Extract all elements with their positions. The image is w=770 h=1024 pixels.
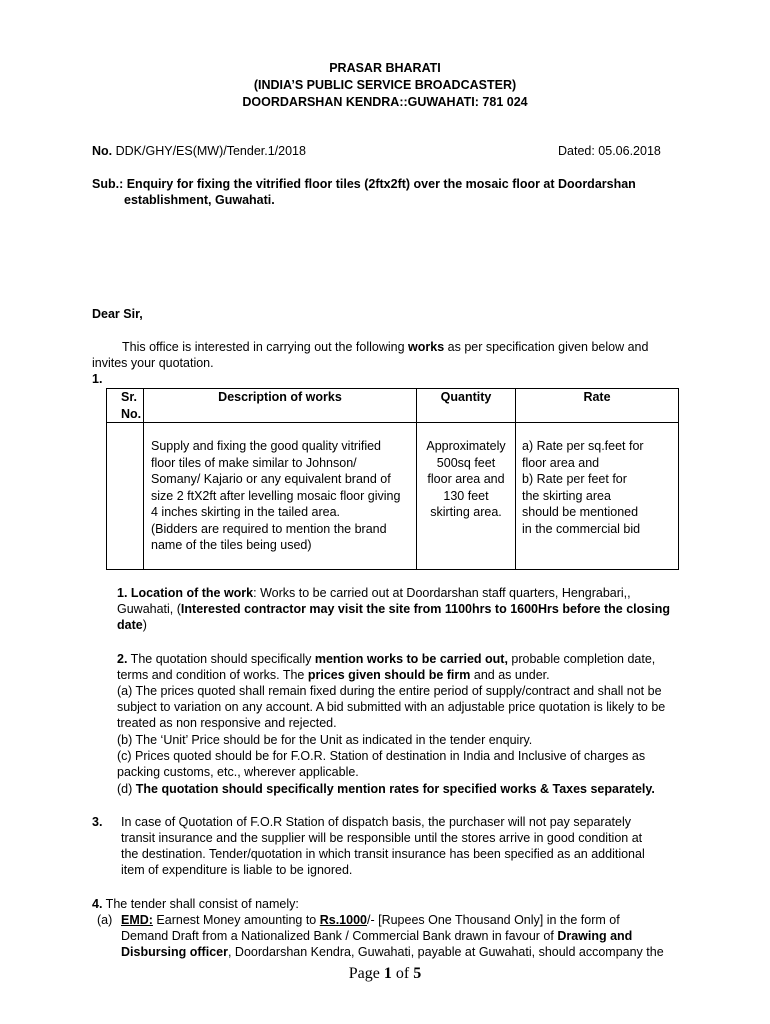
- para2-b: (b) The ‘Unit’ Price should be for the Unit as indicated in the tender enquiry.: [117, 733, 533, 747]
- location-line2: Guwahati, (Interested contractor may visit the site from 1100hrs to 1600Hrs before the closing: [117, 602, 670, 616]
- org-name: PRASAR BHARATI: [329, 61, 441, 75]
- para2-line2: terms and condition of works. The prices given should be firm and as under.: [117, 668, 550, 682]
- para2-line1: 2. The quotation should specifically mention works to be carried out, probable completion date,: [117, 652, 656, 666]
- cell-sr-no: [107, 423, 144, 570]
- location-line1: 1. Location of the work: Works to be carried out at Doordarshan staff quarters, Hengrabari,,: [117, 586, 631, 600]
- intro-line2: invites your quotation.: [92, 356, 214, 370]
- intro-line1: This office is interested in carrying out the following works as per specification given below and: [122, 340, 649, 354]
- location-line3: date): [117, 618, 147, 632]
- org-address: DOORDARSHAN KENDRA::GUWAHATI: 781 024: [242, 95, 528, 109]
- salutation: Dear Sir,: [92, 307, 143, 321]
- para2-a-line2: subject to variation on any account. A bid submitted with an adjustable price quotation is likely to be: [117, 700, 666, 714]
- para2-c-line1: (c) Prices quoted should be for F.O.R. Station of destination in India and Inclusive of charges as: [117, 749, 646, 763]
- cell-quantity: Approximately 500sq feet floor area and 130 feet skirting area.: [417, 423, 516, 570]
- para4-a-line1: EMD: Earnest Money amounting to Rs.1000/- [Rupees One Thousand Only] in the form of: [121, 913, 620, 927]
- para3-line3: the destination. Tender/quotation in which transit insurance has been specified as an additional: [121, 847, 645, 861]
- reference-number: No. DDK/GHY/ES(MW)/Tender.1/2018: [92, 144, 306, 158]
- para4-a-line2: Demand Draft from a Nationalized Bank / Commercial Bank drawn in favour of Drawing and: [121, 929, 633, 943]
- para2-a-line3: treated as non responsive and rejected.: [117, 716, 337, 730]
- cell-description: Supply and fixing the good quality vitrified floor tiles of make similar to Johnson/ Somany/ Kajario or any equivalent brand of size 2 ftX2ft after levelling mosaic floor giving 4 inches skirting in the tailed area. (Bidders are required to mention the brand name of the tiles being used): [144, 423, 417, 570]
- para4-a-prefix: (a): [97, 913, 113, 927]
- para3-line1: In case of Quotation of F.O.R Station of dispatch basis, the purchaser will not pay separately: [121, 815, 631, 829]
- subject-line1: Sub.: Enquiry for fixing the vitrified floor tiles (2ftx2ft) over the mosaic floor at Doordarshan: [92, 177, 636, 191]
- para4-heading: 4. The tender shall consist of namely:: [92, 897, 299, 911]
- para3-number: 3.: [92, 815, 103, 829]
- header-sr-no: Sr. No.: [107, 389, 144, 423]
- dated: Dated: 05.06.2018: [558, 144, 661, 158]
- header-quantity: Quantity: [417, 389, 516, 423]
- cell-rate: a) Rate per sq.feet for floor area and b) Rate per feet for the skirting area should be mentioned in the commercial bid: [516, 423, 679, 570]
- org-tagline: (INDIA’S PUBLIC SERVICE BROADCASTER): [253, 78, 517, 92]
- para3-line2: transit insurance and the supplier will be responsible until the stores arrive in good condition at: [121, 831, 643, 845]
- page-footer: Page 1 of 5: [348, 965, 422, 982]
- para2-d: (d) The quotation should specifically mention rates for specified works & Taxes separately.: [117, 782, 655, 796]
- para2-a-line1: (a) The prices quoted shall remain fixed during the entire period of supply/contract and shall not be: [117, 684, 662, 698]
- para3-line4: item of expenditure is liable to be ignored.: [121, 863, 353, 877]
- works-table: [106, 388, 679, 570]
- para4-a-line3: Disbursing officer, Doordarshan Kendra, Guwahati, payable at Guwahati, should accompany the: [121, 945, 664, 959]
- subject-line2: establishment, Guwahati.: [124, 193, 275, 207]
- para2-c-line2: packing customs, etc., wherever applicable.: [117, 765, 359, 779]
- table-row: [107, 423, 679, 570]
- table-header-row: [107, 389, 679, 423]
- header-description: Description of works: [144, 389, 417, 423]
- item-number-1: 1.: [92, 372, 103, 386]
- header-rate: Rate: [516, 389, 679, 423]
